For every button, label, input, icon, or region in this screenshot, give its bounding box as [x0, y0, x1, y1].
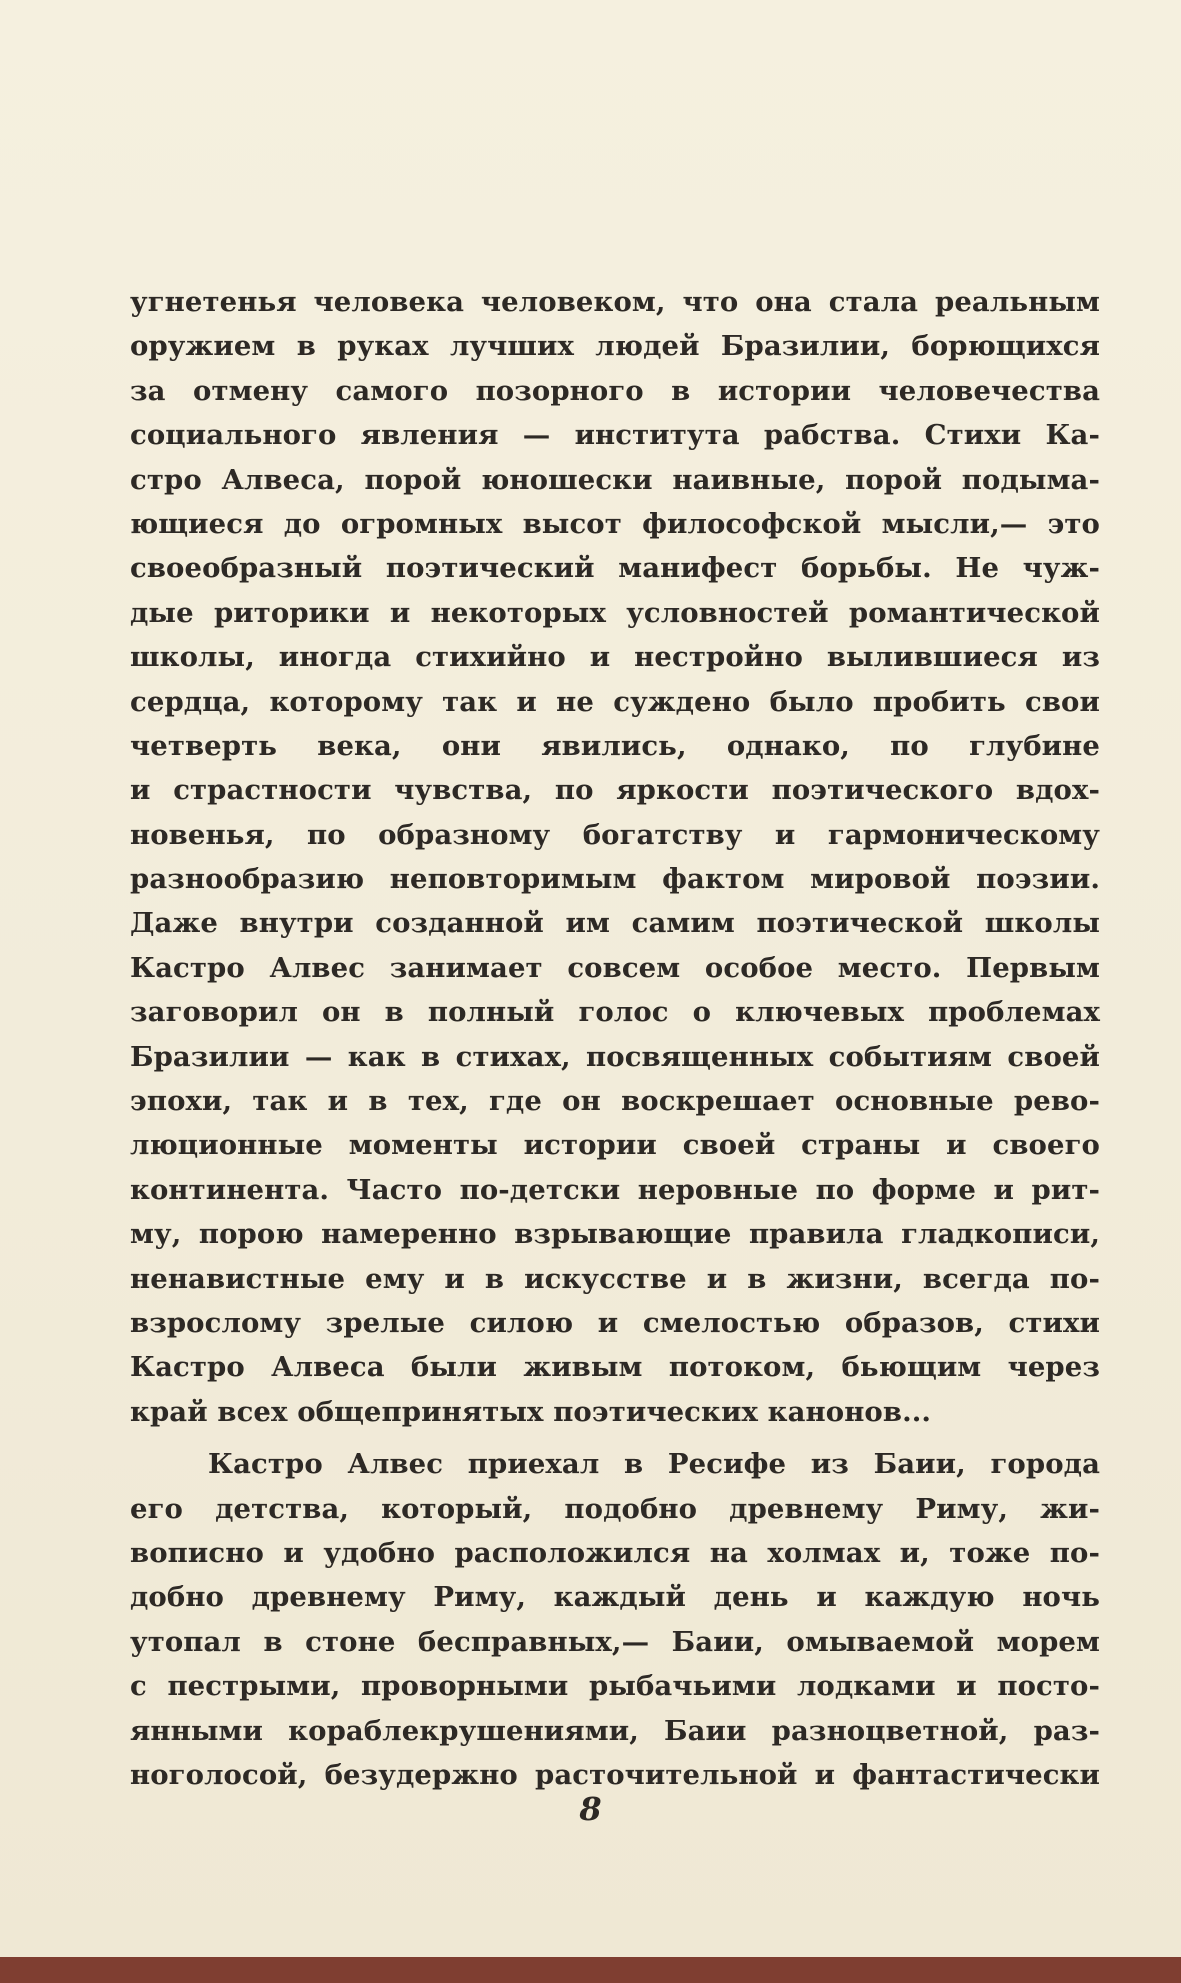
text-line: янными кораблекрушениями, Баии разноцветной, раз-	[130, 1714, 1100, 1747]
text-line: и страстности чувства, по яркости поэтического вдох-	[130, 774, 1100, 807]
text-line: Кастро Алвеса были живым потоком, бьющим через	[130, 1351, 1100, 1384]
text-line: социального явления — института рабства. Стихи Ка-	[130, 419, 1100, 452]
text-line: стро Алвеса, порой юношески наивные, порой подыма-	[130, 463, 1100, 496]
body-text	[130, 280, 1100, 1797]
text-line: своеобразный поэтический манифест борьбы. Не чуж-	[130, 552, 1100, 585]
text-line: вописно и удобно расположился на холмах и, тоже по-	[130, 1536, 1100, 1569]
text-line: оружием в руках лучших людей Бразилии, борющихся	[130, 330, 1100, 363]
text-line: его детства, который, подобно древнему Риму, жи-	[130, 1492, 1100, 1525]
text-line: люционные моменты истории своей страны и своего	[130, 1129, 1100, 1162]
text-line: край всех общепринятых поэтических канонов...	[130, 1395, 932, 1428]
text-line: сердца, которому так и не суждено было пробить свои	[130, 685, 1100, 718]
paragraph-1	[130, 280, 1100, 1434]
paragraph-2	[130, 1442, 1100, 1797]
text-line: заговорил он в полный голос о ключевых проблемах	[130, 996, 1100, 1029]
text-line: му, порою намеренно взрывающие правила гладкописи,	[130, 1218, 1100, 1251]
text-line: эпохи, так и в тех, где он воскрешает основные рево-	[130, 1085, 1100, 1118]
text-line: Даже внутри созданной им самим поэтической школы	[130, 907, 1100, 940]
text-line: с пестрыми, проворными рыбачьими лодками и посто-	[130, 1670, 1100, 1703]
text-line: разнообразию неповторимым фактом мировой поэзии.	[130, 863, 1100, 896]
text-line: четверть века, они явились, однако, по глубине	[130, 729, 1100, 762]
text-line: за отмену самого позорного в истории человечества	[130, 374, 1100, 407]
page-number: 8	[579, 1790, 602, 1828]
text-line: континента. Часто по-детски неровные по форме и рит-	[130, 1173, 1100, 1206]
text-line: угнетенья человека человеком, что она стала реальным	[130, 286, 1100, 318]
text-line: добно древнему Риму, каждый день и каждую ночь	[130, 1581, 1100, 1614]
text-line: ющиеся до огромных высот философской мысли,— это	[130, 507, 1100, 540]
text-line: ноголосой, безудержно расточительной и фантастически	[130, 1758, 1100, 1791]
text-line: Кастро Алвес занимает совсем особое место. Первым	[130, 951, 1100, 984]
text-line: взрослому зрелые силою и смелостью образов, стихи	[130, 1306, 1100, 1339]
text-line: Бразилии — как в стихах, посвященных событиям своей	[130, 1040, 1100, 1073]
text-line: школы, иногда стихийно и нестройно вылившиеся из	[130, 641, 1100, 674]
text-line: новенья, по образному богатству и гармоническому	[130, 818, 1100, 851]
paragraph-gap	[130, 1434, 1100, 1442]
text-line: дые риторики и некоторых условностей романтической	[130, 596, 1100, 629]
text-line: утопал в стоне бесправных,— Баии, омываемой морем	[130, 1625, 1100, 1658]
text-line: ненавистные ему и в искусстве и в жизни, всегда по-	[130, 1262, 1100, 1295]
book-edge	[0, 1957, 1181, 1983]
text-line: Кастро Алвес приехал в Ресифе из Баии, города	[208, 1448, 1100, 1481]
